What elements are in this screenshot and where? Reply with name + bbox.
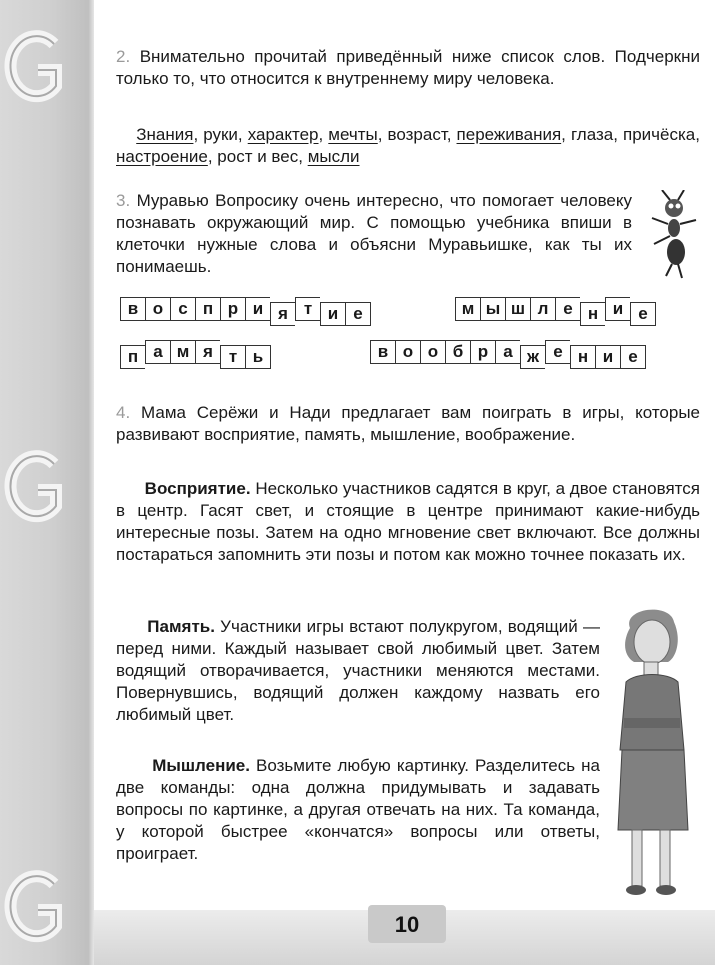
letter-cell[interactable]: п (195, 297, 220, 321)
letter-cell[interactable]: о (145, 297, 170, 321)
word[interactable]: причёска (623, 125, 696, 144)
letter-cell[interactable]: а (495, 340, 520, 364)
word-underlined[interactable]: мысли (307, 147, 360, 166)
letter-cell[interactable]: в (120, 297, 145, 321)
g-logo-icon (4, 870, 66, 946)
task4-intro (116, 402, 700, 446)
letter-cell[interactable]: о (420, 340, 445, 364)
game-title: Память. (147, 617, 215, 636)
word-cells-perception (120, 297, 371, 325)
word-cells-memory (120, 340, 271, 368)
letter-cell[interactable]: и (605, 297, 630, 321)
letter-cell[interactable]: ш (505, 297, 530, 321)
letter-cell[interactable]: и (245, 297, 270, 321)
letter-cell[interactable]: м (170, 340, 195, 364)
g-logo-icon (4, 450, 66, 526)
letter-cell[interactable]: е (620, 345, 646, 369)
task4-intro-text: Мама Серёжи и Нади предлагает вам поиграть в игры, которые развивают восприятие, память, мышление, воображение. (116, 403, 700, 444)
task2-number: 2. (116, 47, 131, 66)
ant-character-icon (648, 190, 700, 282)
task3-text-block (116, 190, 632, 278)
letter-cell[interactable]: н (570, 345, 595, 369)
letter-cell[interactable]: ы (480, 297, 505, 321)
letter-cell[interactable]: ж (520, 345, 545, 369)
letter-cell[interactable]: а (145, 340, 170, 364)
letter-cell[interactable]: е (630, 302, 656, 326)
word[interactable]: возраст (387, 125, 447, 144)
task4-number: 4. (116, 403, 131, 422)
game-perception (116, 478, 700, 566)
letter-cell[interactable]: р (470, 340, 495, 364)
game-text: Участники игры встают полукругом, водящий — перед ними. Каждый называет свой любимый цвет. Затем водящий отворачивается, участники меняются местами. Повернувшись, водящий должен каждому назвать его любимый цвет. (116, 617, 600, 724)
letter-cell[interactable]: т (220, 345, 245, 369)
word[interactable]: рост и вес (217, 147, 299, 166)
letter-cell[interactable]: с (170, 297, 195, 321)
letter-cell[interactable]: я (270, 302, 295, 326)
letter-cell[interactable]: т (295, 297, 320, 321)
game-text: Несколько участников садятся в круг, а двое становятся в центр. Гасят свет, и стоящие в центре принимают какие-нибудь интересные позы. Затем на одно мгновение свет включают. Все должны постараться запомнить эти позы и потом как можно точнее показать их. (116, 479, 700, 564)
letter-cell[interactable]: и (595, 345, 620, 369)
g-logo-icon (4, 30, 66, 106)
letter-cell[interactable]: е (555, 297, 580, 321)
word[interactable]: глаза (570, 125, 614, 144)
word-underlined[interactable]: мечты (328, 125, 378, 144)
game-title: Мышление. (152, 756, 250, 775)
letter-cell[interactable]: м (455, 297, 480, 321)
letter-cell[interactable]: л (530, 297, 555, 321)
task3-text: Муравью Вопросику очень интересно, что помогает человеку познавать окружающий мир. С помощью учебника впиши в клеточки нужные слова и объясни Муравьишке, как ты их понимаешь. (116, 191, 632, 276)
game-memory (116, 616, 600, 726)
letter-cell[interactable]: в (370, 340, 395, 364)
word-underlined[interactable]: Знания (136, 125, 194, 144)
letter-cell[interactable]: я (195, 340, 220, 364)
task3-number: 3. (116, 191, 131, 210)
letter-cell[interactable]: е (345, 302, 371, 326)
game-text: Возьмите любую картинку. Разделитесь на две команды: одна должна придумывать и задавать вопросы по картинке, а другая отвечать на них. Та команда, у которой быстрее «кончатся» вопросы или ответы, проиграет. (116, 756, 600, 863)
letter-cell[interactable]: е (545, 340, 570, 364)
word-underlined[interactable]: настроение (116, 147, 208, 166)
letter-cell[interactable]: н (580, 302, 605, 326)
word-cells-imagination (370, 340, 646, 368)
game-title: Восприятие. (144, 479, 251, 498)
letter-cell[interactable]: п (120, 345, 145, 369)
task2-instruction (116, 46, 700, 90)
word-underlined[interactable]: переживания (456, 125, 562, 144)
word-underlined[interactable]: характер (247, 125, 319, 144)
mother-character-icon (600, 600, 700, 900)
letter-cell[interactable]: р (220, 297, 245, 321)
game-thinking (116, 755, 600, 865)
task2-text: Внимательно прочитай приведённый ниже список слов. Подчеркни только то, что относится к внутреннему миру человека. (116, 47, 700, 88)
page-number: 10 (394, 912, 420, 937)
letter-cell[interactable]: ь (245, 345, 271, 369)
letter-cell[interactable]: и (320, 302, 345, 326)
task2-word-list: Знания, руки, характер, мечты, возраст, переживания, глаза, причёска, настроение, рост и вес, мысли (116, 125, 700, 166)
letter-cell[interactable]: о (395, 340, 420, 364)
word[interactable]: руки (203, 125, 238, 144)
word-cells-thinking (455, 297, 656, 325)
letter-cell[interactable]: б (445, 340, 470, 364)
